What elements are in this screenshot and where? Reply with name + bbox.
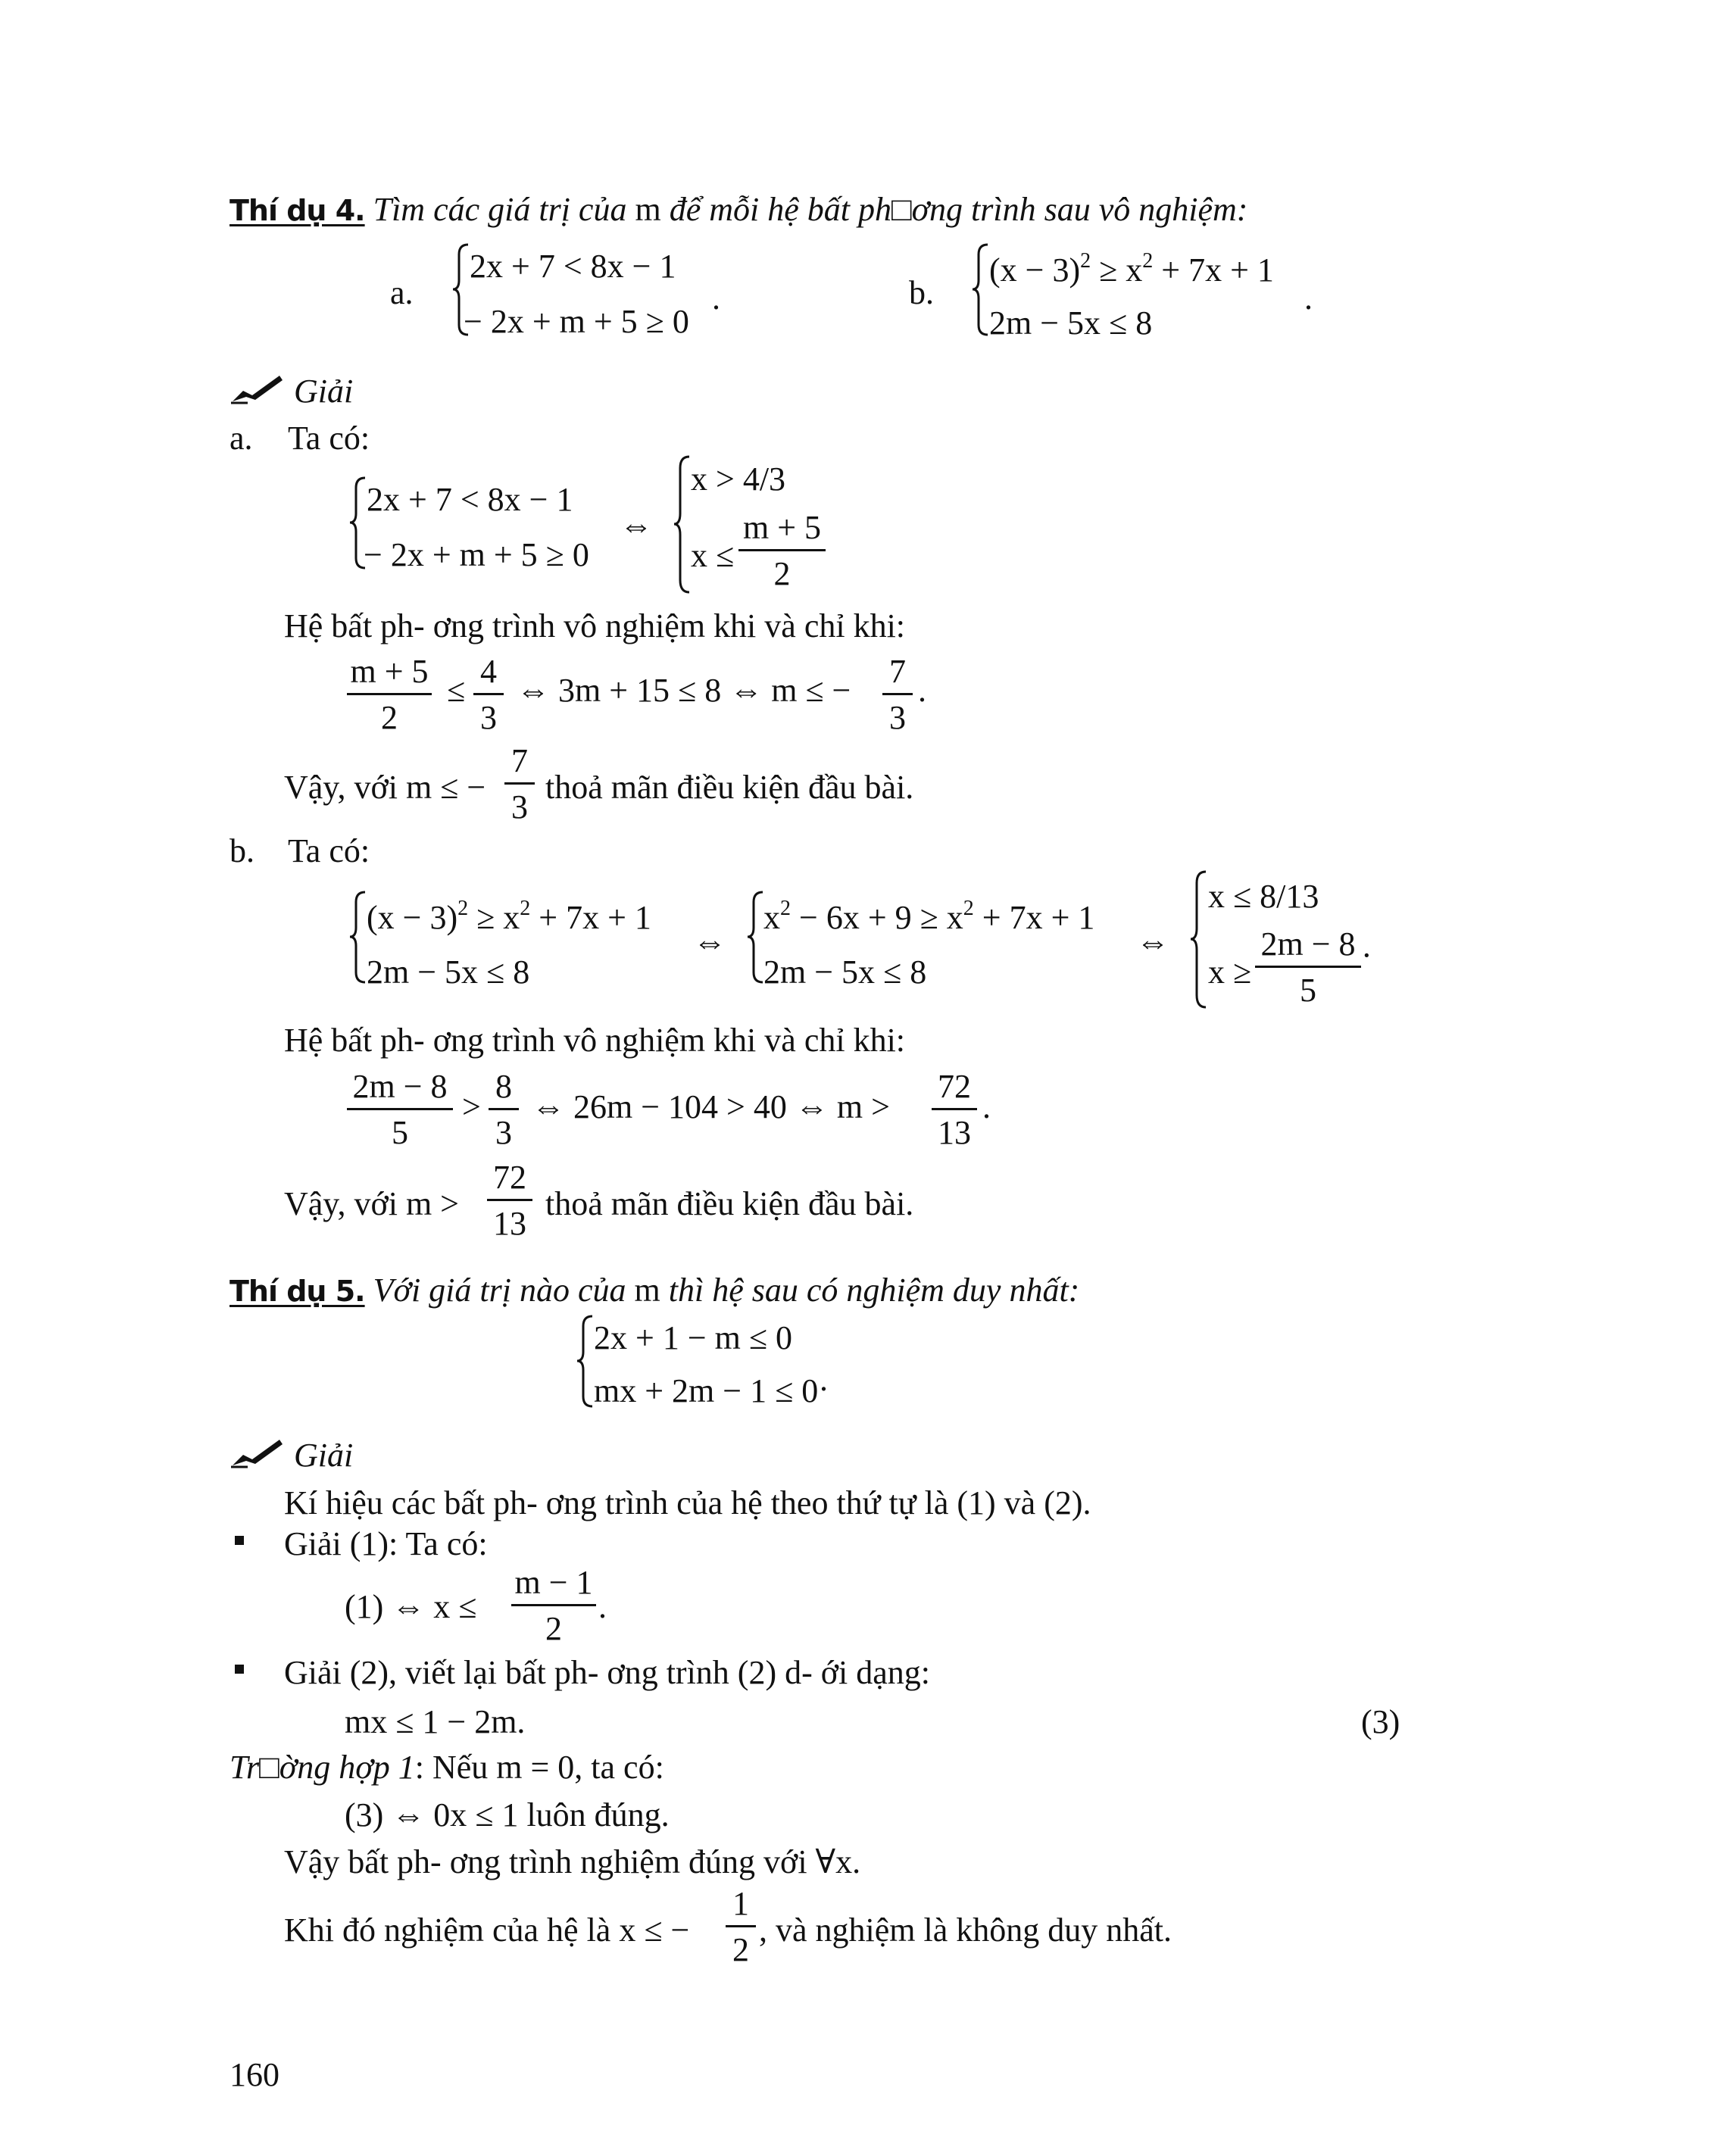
case-1-heading: Tr□ờng hợp 1: Nếu m = 0, ta có:	[229, 1749, 664, 1786]
example-4-text-1: Tìm các giá trị của	[373, 191, 635, 228]
example-4-heading	[229, 193, 1247, 226]
sol5-eq-1: (1) ⇔ x ≤	[345, 1588, 477, 1625]
sol-a-sys-line-1: 2x + 7 < 8x − 1	[367, 481, 573, 518]
ex4-b-line-2: 2m − 5x ≤ 8	[989, 304, 1153, 342]
fraction: $\frac{2m - 8}{5}$	[1255, 928, 1361, 1007]
example-4-text-3: ơng trình sau vô nghiệm:	[911, 191, 1248, 228]
sol-b-res-line-2: x ≥	[1208, 953, 1252, 991]
equation-number-3: (3)	[1361, 1703, 1400, 1740]
part-a-label: a.	[229, 420, 253, 457]
example-5-label: Thí dụ 5.	[229, 1275, 365, 1308]
sol-b-sys1-line-1: $(x - 3)^2 \ge x^2 + 7x + 1$	[367, 897, 651, 936]
conclusion-a-suffix: thoả mãn điều kiện đầu bài.	[545, 769, 914, 806]
fraction: $\frac{72}{13}$	[487, 1161, 532, 1240]
fraction: $\frac{m + 5}{2}$	[347, 655, 432, 735]
fraction: $\frac{4}{3}$	[473, 655, 504, 735]
part-b-intro: Ta có:	[288, 832, 370, 869]
ex4-b-period: .	[1304, 279, 1313, 317]
case-1-solution-suffix: , và nghiệm là không duy nhất.	[759, 1911, 1172, 1949]
example-5-text-1: Với giá trị nào của	[373, 1272, 635, 1309]
ex5-line-2: mx + 2m − 1 ≤ 0	[594, 1372, 819, 1409]
sol5-intro: Kí hiệu các bất ph- ơng trình của hệ theo thứ tự là (1) và (2).	[284, 1484, 1091, 1521]
condition-derivation-b: ⇔ 26m − 104 > 40 ⇔ m >	[532, 1088, 890, 1125]
ex4-a-line-1: 2x + 7 < 8x − 1	[470, 248, 676, 285]
period: .	[598, 1588, 607, 1625]
example-4-label: Thí dụ 4.	[229, 194, 365, 227]
case-1-conclusion: Vậy bất ph- ơng trình nghiệm đúng với ∀x.	[284, 1843, 861, 1880]
fraction: $\frac{7}{3}$	[882, 655, 913, 735]
conclusion-a-prefix: Vậy, với m ≤ −	[284, 769, 486, 806]
bullet-icon	[235, 1665, 244, 1674]
brace-icon	[673, 454, 692, 594]
sol-b-sys1-line-2: 2m − 5x ≤ 8	[367, 953, 530, 991]
equivalence-symbol: ⇔	[620, 507, 653, 544]
bullet-icon	[235, 1536, 244, 1545]
sol5-step-2: Giải (2), viết lại bất ph- ơng trình (2) d- ới dạng:	[284, 1654, 930, 1691]
example-5-heading	[229, 1274, 1079, 1307]
condition-derivation: ⇔ 3m + 15 ≤ 8 ⇔ m ≤ −	[517, 672, 851, 709]
sol-b-sys2-line-2: 2m − 5x ≤ 8	[763, 953, 927, 991]
fraction: $\frac{m + 5}{2}$	[738, 511, 826, 591]
ex4-a-period: .	[712, 279, 720, 317]
part-b-label: b.	[229, 832, 254, 869]
sol5-eq-3: mx ≤ 1 − 2m.	[345, 1703, 526, 1740]
solution-heading: Giải	[294, 373, 354, 410]
example-4-var-m: m	[635, 191, 661, 228]
ex4-a-label: a.	[390, 274, 414, 311]
sol-a-res-line-1: x > 4/3	[691, 460, 786, 498]
middle-dot: ·	[1361, 937, 1372, 974]
fraction: $\frac{1}{2}$	[726, 1887, 756, 1967]
missing-glyph: □	[259, 1749, 279, 1786]
sol5-step-1: Giải (1): Ta có:	[284, 1525, 488, 1562]
case-1-equation: (3) ⇔ 0x ≤ 1 luôn đúng.	[345, 1796, 670, 1833]
brace-icon	[348, 890, 368, 985]
fraction: $\frac{m - 1}{2}$	[511, 1566, 596, 1646]
fraction: $\frac{72}{13}$	[932, 1070, 977, 1150]
conclusion-b-prefix: Vậy, với m >	[284, 1185, 459, 1222]
ex5-line-1: 2x + 1 − m ≤ 0	[594, 1319, 793, 1356]
condition-text-b: Hệ bất ph- ơng trình vô nghiệm khi và chỉ khi:	[284, 1022, 906, 1059]
pen-icon	[229, 373, 283, 404]
brace-icon	[1189, 869, 1209, 1010]
missing-glyph: □	[891, 191, 912, 228]
brace-icon	[971, 242, 991, 337]
example-4-text-2: để mỗi hệ bất ph	[660, 191, 891, 228]
solution-heading-5: Giải	[294, 1437, 354, 1474]
le-symbol: ≤	[447, 672, 466, 709]
fraction: $\frac{2m - 8}{5}$	[347, 1070, 453, 1150]
period: .	[918, 672, 926, 709]
example-5-text-2: thì hệ sau có nghiệm duy nhất:	[660, 1272, 1080, 1309]
sol-a-sys-line-2: − 2x + m + 5 ≥ 0	[364, 536, 589, 573]
ex5-period: .	[820, 1361, 828, 1398]
condition-text: Hệ bất ph- ơng trình vô nghiệm khi và chỉ khi:	[284, 607, 906, 644]
equivalence-symbol: ⇔	[1136, 923, 1169, 960]
ex4-b-label: b.	[909, 274, 934, 311]
part-a-intro: Ta có:	[288, 420, 370, 457]
example-5-var-m: m	[634, 1272, 660, 1309]
page-number: 160	[229, 2056, 279, 2093]
ex4-a-line-2: − 2x + m + 5 ≥ 0	[464, 303, 689, 340]
gt-symbol: >	[462, 1088, 481, 1125]
sol-b-sys2-line-1: $x^2 - 6x + 9 \ge x^2 + 7x + 1$	[763, 897, 1095, 936]
brace-icon	[576, 1314, 595, 1409]
case-1-solution-prefix: Khi đó nghiệm của hệ là x ≤ −	[284, 1911, 690, 1949]
fraction: $\frac{7}{3}$	[504, 744, 535, 824]
ex4-b-line-1: $(x - 3)^2 \ge x^2 + 7x + 1$	[989, 249, 1274, 289]
sol-a-res-line-2: x ≤	[691, 537, 735, 574]
pen-icon	[229, 1437, 283, 1468]
sol-b-res-line-1: x ≤ 8/13	[1208, 878, 1319, 915]
equivalence-symbol: ⇔	[693, 923, 726, 960]
fraction: $\frac{8}{3}$	[489, 1070, 519, 1150]
conclusion-b-suffix: thoả mãn điều kiện đầu bài.	[545, 1185, 914, 1222]
period: .	[982, 1088, 991, 1125]
